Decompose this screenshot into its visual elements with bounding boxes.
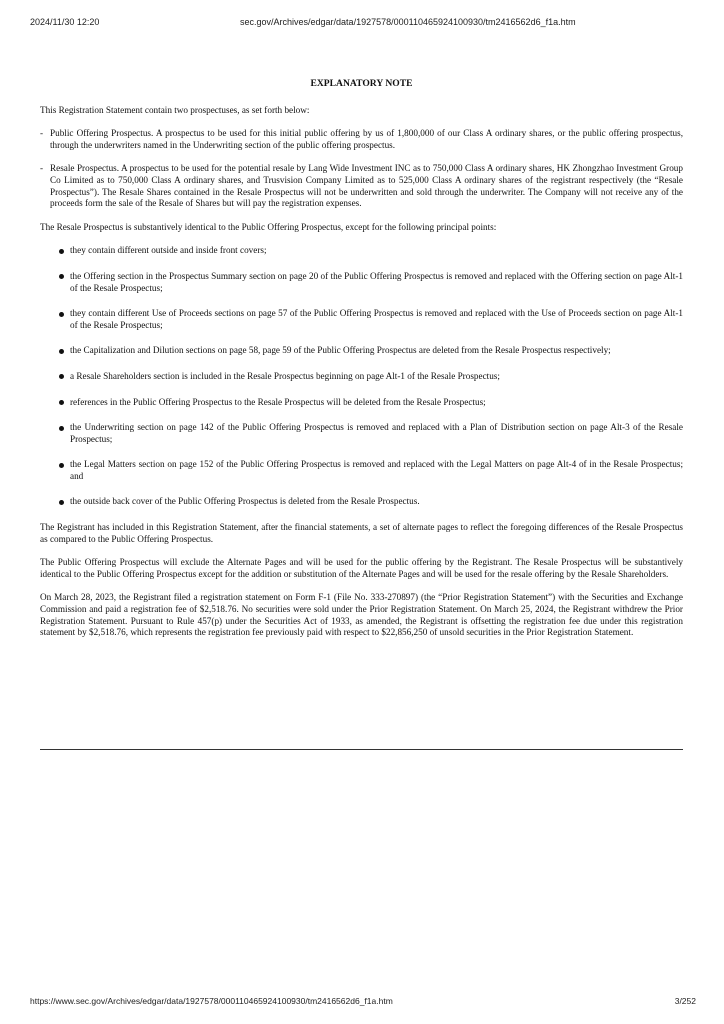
print-header-url: sec.gov/Archives/edgar/data/1927578/000110465924100930/tm2416562d6_f1a.htm (240, 17, 576, 27)
list-item-text: they contain different outside and inside front covers; (70, 245, 267, 256)
bullet-icon (59, 249, 64, 254)
list-item (40, 345, 683, 357)
dash-item-text: Public Offering Prospectus. A prospectus to be used for this initial public offering by us of 1,800,000 of our Class A ordinary shares, or the public offering prospectus, through the underwriters named in the Underwriting section of the public offering prospectus. (50, 128, 683, 150)
bullet-icon (59, 426, 64, 431)
list-item (40, 371, 683, 383)
body-paragraph: On March 28, 2023, the Registrant filed a registration statement on Form F-1 (File No. 333-270897) (the “Prior Registration Statement”) with the Securities and Exchange Commission and paid a registration fee of $2,518.76. No securities were sold under the Prior Registration Statement. On March 25, 2024, the Registrant withdrew the Prior Registration Statement. Pursuant to Rule 457(p) under the Securities Act of 1933, as amended, the Registrant is offsetting the registration fee due under this registration statement by $2,518.76, which represents the registration fee previously paid with respect to $22,856,250 of unsold securities in the Prior Registration Statement. (40, 592, 683, 638)
dash-marker: - (40, 163, 44, 174)
list-item (40, 271, 683, 294)
document-title: EXPLANATORY NOTE (310, 78, 413, 89)
list-item (40, 308, 683, 331)
dash-item-text: Resale Prospectus. A prospectus to be used for the potential resale by Lang Wide Investment INC as to 750,000 Class A ordinary shares, HK Zhongzhao Investment Group Co Limited as to 750,000 Class A ordinary shares, and Trusvision Company Limited as to 525,000 Class A ordinary shares of the registrant respectively (the “Resale Prospectus”). The Resale Shares contained in the Resale Prospectus will not be underwritten and sold through the underwriter. The Company will not receive any of the proceeds form the sale of the Resale of Shares but will pay the registration expenses. (50, 163, 683, 209)
dash-list-item (40, 163, 683, 209)
list-item-text: the outside back cover of the Public Offering Prospectus is deleted from the Resale Prospectus. (70, 496, 420, 507)
bullet-icon (59, 312, 64, 317)
lead-paragraph: The Resale Prospectus is substantively identical to the Public Offering Prospectus, except for the following principal points: (40, 221, 497, 232)
print-footer-url: https://www.sec.gov/Archives/edgar/data/1927578/000110465924100930/tm2416562d6_f1a.htm (30, 996, 393, 1006)
bullet-icon (59, 463, 64, 468)
bullet-icon (59, 400, 64, 405)
list-item-text: references in the Public Offering Prospectus to the Resale Prospectus will be deleted from the Resale Prospectus; (70, 396, 486, 407)
body-paragraph: The Public Offering Prospectus will exclude the Alternate Pages and will be used for the public offering by the Registrant. The Resale Prospectus will be substantively identical to the Public Offering Prospectus except for the addition or substitution of the Alternate Pages and will be used for the resale offering by the Resale Shareholders. (40, 557, 683, 579)
list-item (40, 422, 683, 445)
horizontal-divider (40, 749, 683, 750)
bullet-icon (59, 274, 64, 279)
print-datetime: 2024/11/30 12:20 (30, 17, 100, 27)
intro-paragraph: This Registration Statement contain two prospectuses, as set forth below: (40, 104, 310, 115)
page-number: 3/252 (674, 996, 696, 1006)
list-item (40, 245, 683, 257)
list-item-text: a Resale Shareholders section is included in the Resale Prospectus beginning on page Alt-1 of the Resale Prospectus; (70, 370, 500, 381)
list-item (40, 459, 683, 482)
document-body (40, 78, 683, 651)
list-item-text: the Capitalization and Dilution sections on page 58, page 59 of the Public Offering Prospectus are deleted from the Resale Prospectus respectively; (70, 345, 611, 356)
dash-marker: - (40, 128, 44, 139)
list-item-text: they contain different Use of Proceeds sections on page 57 of the Public Offering Prospectus is removed and replaced with the Use of Proceeds section on page Alt-1 of the Resale Prospectus; (70, 308, 683, 330)
body-paragraph: The Registrant has included in this Registration Statement, after the financial statements, a set of alternate pages to reflect the foregoing differences of the Resale Prospectus as compared to the Public Offering Prospectus. (40, 522, 683, 544)
list-item-text: the Offering section in the Prospectus Summary section on page 20 of the Public Offering Prospectus is removed and replaced with the Offering section on page Alt-1 of the Resale Prospectus; (70, 270, 683, 293)
bullet-icon (59, 500, 64, 505)
bullet-icon (59, 374, 64, 379)
list-item (40, 397, 683, 409)
dash-list-item (40, 128, 683, 151)
list-item (40, 496, 683, 508)
list-item-text: the Legal Matters section on page 152 of the Public Offering Prospectus is removed and replaced with the Legal Matters on page Alt-4 of in the Resale Prospectus; and (70, 459, 683, 481)
principal-points-list (40, 245, 683, 508)
bullet-icon (59, 349, 64, 354)
list-item-text: the Underwriting section on page 142 of the Public Offering Prospectus is removed and replaced with a Plan of Distribution section on page Alt-3 of the Resale Prospectus; (70, 422, 683, 444)
